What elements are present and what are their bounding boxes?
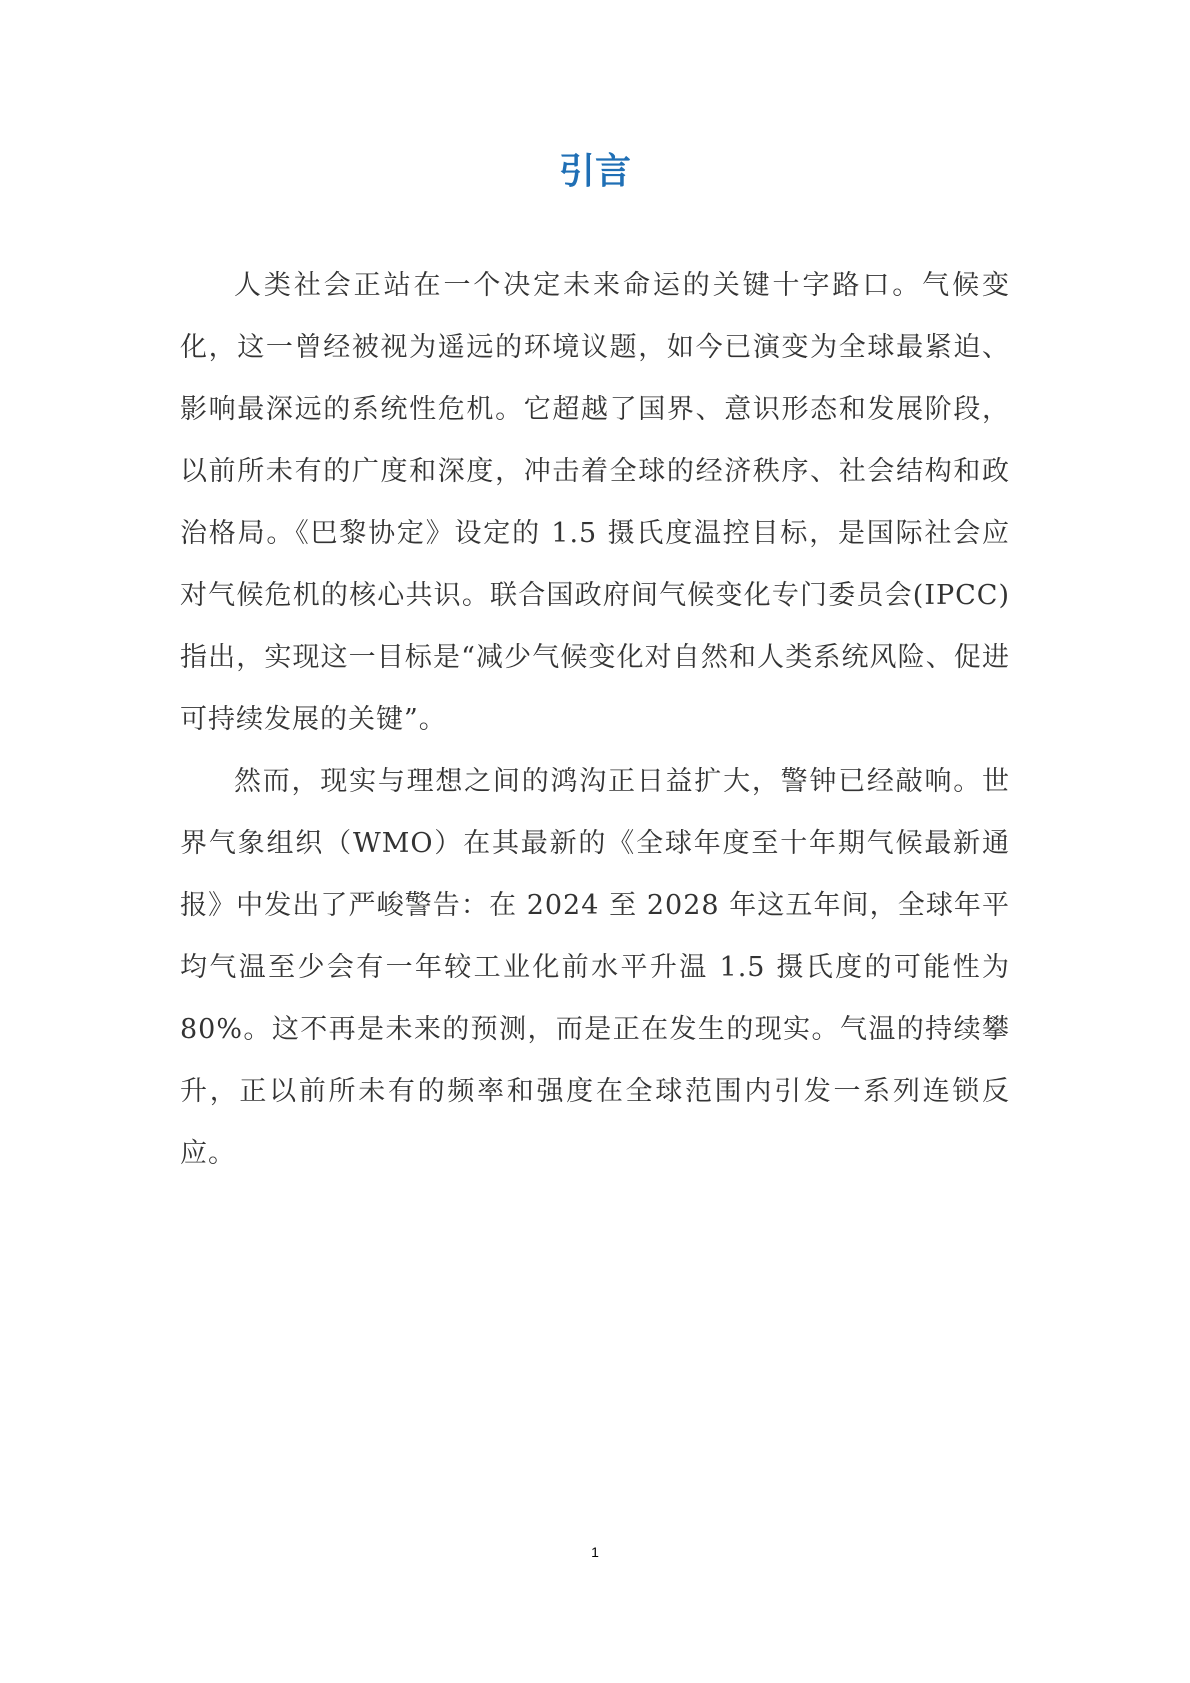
- paragraph-1: 人类社会正站在一个决定未来命运的关键十字路口。气候变化，这一曾经被视为遥远的环境议题，如今已演变为全球最紧迫、影响最深远的系统性危机。它超越了国界、意识形态和发展阶段，以前所未有的广度和深度，冲击着全球的经济秩序、社会结构和政治格局。《巴黎协定》设定的 1.5 摄氏度温控目标，是国际社会应对气候危机的核心共识。联合国政府间气候变化专门委员会(IPCC)指出，实现这一目标是“减少气候变化对自然和人类系统风险、促进可持续发展的关键”。: [180, 270, 1010, 735]
- page-title: 引言: [558, 151, 631, 192]
- page-number: 1: [591, 1544, 599, 1560]
- body-text: [180, 255, 1010, 1185]
- paragraph-2: 然而，现实与理想之间的鸿沟正日益扩大，警钟已经敲响。世界气象组织（WMO）在其最新的《全球年度至十年期气候最新通报》中发出了严峻警告：在 2024 至 2028 年这五年间，全球年平均气温至少会有一年较工业化前水平升温 1.5 摄氏度的可能性为 80%。这不再是未来的预测，而是正在发生的现实。气温的持续攀升，正以前所未有的频率和强度在全球范围内引发一系列连锁反应。: [180, 766, 1010, 1169]
